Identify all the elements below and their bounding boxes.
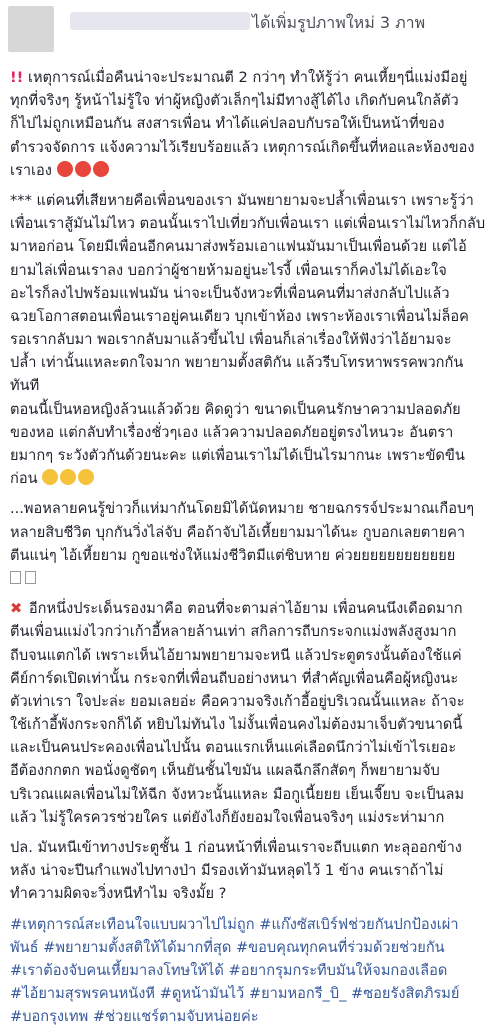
text-line: ปล้ำ เท่านั้นแหละตกใจมาก พยายามตั้งสติกัน แล้วรีบโทรหาพรรคพวกกัน: [10, 354, 464, 372]
paragraph-chase: [10, 497, 494, 590]
text-line: หลัง น่าจะปีนกำแพงไปทางป่า มีรองเท้ามันหลุดไว้ 1 ข้าง คนเราถ้าไม่: [10, 862, 444, 880]
angry-face-icon: [93, 161, 109, 177]
text-line: ตัวเท่าเรา ใจปะล่ะ ยอมเลยอ่ะ คือความจริงเก้าอี้อยู่บริเวณนั้นแหละ ถ้าจะ: [10, 692, 465, 710]
post-body: [10, 66, 494, 1036]
post-action-text: ได้เพิ่มรูปภาพใหม่ 3 ภาพ: [252, 13, 426, 32]
text-line: เราเอง: [10, 161, 52, 179]
crying-face-icon: [78, 469, 94, 485]
text-line: แล้ว ไม่รู้ใครควรช่วยใคร แต่ยังไงก็ยังยอมใจเพื่อนจริงๆ แม่งระห่ามาก: [10, 808, 445, 826]
hashtag-line[interactable]: #ไอ้ยามสุรพรคนหนังหี #ดูหน้ามันไว้ #ยามหอกรี_บิ_ #ซอยรังสิตภิรมย์: [10, 985, 460, 1003]
text-line: มาหอก่อน โดยมีเพื่อนอีกคนมาส่งพร้อมเอาแฟนมันมาเป็นเพื่อนด้วย แต่ไอ้: [10, 238, 467, 256]
text-line: ยามไล่เพื่อนเราลง บอกว่าผู้ชายห้ามอยู่นะไรงี้ เพื่อนเราก็คงไม่ได้เอะใจ: [10, 261, 447, 279]
text-line: ยมากๆ ระวังตัวกันด้วยนะคะ แต่เพื่อนเราไม่ได้เป็นไรมากนะ เพราะขัดขืน: [10, 447, 465, 464]
text-line: ทันที: [10, 377, 40, 395]
paragraph-glass: [10, 597, 494, 829]
avatar[interactable]: [8, 6, 54, 52]
text-line: รอเรากลับมา พอเรากลับมาแล้วขึ้นไป เพื่อนก็เล่าเรื่องให้ฟังว่าไอ้ยามจะ: [10, 331, 452, 349]
text-line: ตีนแน่ๆ ไอ้เหี้ยยาม กูขอแช่งให้แม่งชีวิตมีแต่ชิบหาย ค่วยยยยยยยยยยยย: [10, 546, 456, 564]
text-line: ตำรวจจัดการ แจ้งความไว้เรียบร้อยแล้ว เหตุการณ์เกิดขึ้นที่หอและห้องของ: [10, 138, 475, 156]
text-line: เพื่อนเราสู้มันไม่ไหว ตอนนั้นเราไปเที่ยวกับเพื่อนเรา แต่เพื่อนเราไม่ไหวก็กลับ: [10, 215, 486, 233]
crying-face-icon: [42, 469, 58, 485]
text-line: บริเวณแผลเพื่อนไม่ให้ฉีก จังหวะนั้นแหละ มือกูเนี้ยยย เย็นเจี๊ยบ จะเป็นลม: [10, 785, 465, 803]
text-line: ตอนนี้เป็นหอหญิงล้วนแล้วด้วย คิดดูว่า ขนาดเป็นคนรักษาความปลอดภัย: [10, 400, 461, 418]
text-line: ฉวยโอกาสตอนเพื่อนเราอยู่คนเดียว บุกเข้าห้อง เพราะห้องเราเพื่อนไม่ล็อค: [10, 307, 469, 325]
post-header: [0, 0, 500, 58]
text-line: ของหอ แต่กลับทำเรื่องชั่วๆเอง แล้วความปลอดภัยอยู่ตรงไหนวะ อันตรา: [10, 423, 454, 441]
text-line: ก็ไปไม่ถูกเหมือนกัน สงสารเพื่อน ทำได้แค่ปลอบกับรอให้เป็นหน้าที่ของ: [10, 115, 445, 133]
text-line: ตีนเพื่อนแม่งไวกว่าเก้าอี้หลายล้านเท่า สกิลการถีบกระจกแม่งพลังสูงมาก: [10, 623, 457, 641]
text-line: อีกหนึ่งประเด็นรองมาคือ ตอนที่จะตามล่าไอ้ยาม เพื่อนคนนึงเดือดมาก: [28, 600, 463, 618]
text-line: *** แต่คนที่เสียหายคือเพื่อนของเรา มันพยายามจะปล้ำเพื่อนเรา เพราะรู้ว่า: [10, 191, 474, 209]
text-line: อะไรก็ลงไปพร้อมแฟนมัน น่าจะเป็นจังหวะที่เพื่อนคนที่มาส่งกลับไปแล้ว: [10, 284, 450, 302]
hashtag-line[interactable]: #บอกรุงเทพ #ช่วยแชร์ตามจับหน่อยค่ะ: [10, 1008, 259, 1026]
text-line: คีย์การ์ดเปิดเท่านั้น กระจกที่เพื่อนถีบอย่างหนา ที่สำคัญเพื่อนคือผู้หญิงนะ: [10, 669, 459, 687]
text-line: และเป็นคนประคองเพื่อนไปนั้น ตอนแรกเห็นแค่เลือดนึกว่าไม่เข้าไรเยอะ: [10, 739, 457, 757]
missing-glyph-icon: [10, 571, 21, 584]
paragraph-details: [10, 189, 494, 490]
cross-mark-icon: ✖: [10, 600, 23, 618]
text-line: ...พอหลายคนรู้ข่าวก็แห่มากันโดยมิได้นัดหมาย ชายฉกรรจ์ประมาณเกือบๆ: [10, 500, 475, 518]
hashtag-line[interactable]: #เหตุการณ์สะเทือนใจแบบผวาไปไม่ถูก #แก๊งซัสเบิร์ฟช่วยกันปกป้องเผ่า: [10, 915, 459, 933]
text-line: ทุกที่จริงๆ รู้หน้าไม่รู้ใจ ท่าผู้หญิงตัวเล็กๆไม่มีทางสู้ได้ไง เกิดกับคนใกล้ตัว: [10, 92, 459, 110]
author-name-redacted[interactable]: [70, 12, 250, 30]
text-line: ทำความผิดจะวิ่งหนีทำไม จริงมั้ย ?: [10, 885, 227, 903]
text-line: ใช้เก้าอี้พังกระจกก็ได้ หยิบไม่ทันไง ไม่งั้นเพื่อนคงไม่ต้องมาเจ็บตัวขนาดนี้: [10, 716, 463, 734]
double-exclamation-icon: !!: [10, 69, 24, 86]
missing-glyph-icon: [25, 571, 36, 584]
crying-face-icon: [60, 469, 76, 485]
text-line: อีต้องกกตก พอนั่งดูชัดๆ เห็นยันชั้นไขมัน แผลฉีกลึกสัดๆ ก็พยายามจับ: [10, 762, 440, 780]
paragraph-postscript: [10, 836, 494, 906]
text-line: ก่อน: [10, 470, 38, 488]
angry-face-icon: [75, 161, 91, 177]
hashtag-block: [10, 913, 494, 1029]
angry-face-icon: [57, 161, 73, 177]
text-line: ถีบจนแตกได้ เพราะเห็นไอ้ยามพยายามจะหนี แล้วประตูตรงนั้นต้องใช้แค่: [10, 646, 462, 664]
text-line: เหตุการณ์เมื่อคืนน่าจะประมาณตี 2 กว่าๆ ทำให้รู้ว่า คนเหี้ยๆนี่แม่งมีอยู่: [27, 69, 468, 86]
hashtag-line[interactable]: พันธ์ #พยายามตั้งสติให้ได้มากที่สุด #ขอบคุณทุกคนที่ร่วมด้วยช่วยกัน: [10, 938, 445, 956]
hashtag-line[interactable]: #เราต้องจับคนเหี้ยมาลงโทษให้ได้ #อยากรุมกระทืบมันให้จมกองเลือด: [10, 961, 448, 979]
text-line: หลายสิบชีวิต บุกกันวิ่งไล่จับ คือถ้าจับไอ้เหี้ยยามมาได้นะ กูบอกเลยตายคา: [10, 523, 466, 541]
paragraph-incident: [10, 66, 494, 182]
text-line: ปล. มันหนีเข้าทางประตูชั้น 1 ก่อนหน้าที่เพื่อนเราจะถีบแตก ทะลุออกข้าง: [10, 839, 462, 856]
